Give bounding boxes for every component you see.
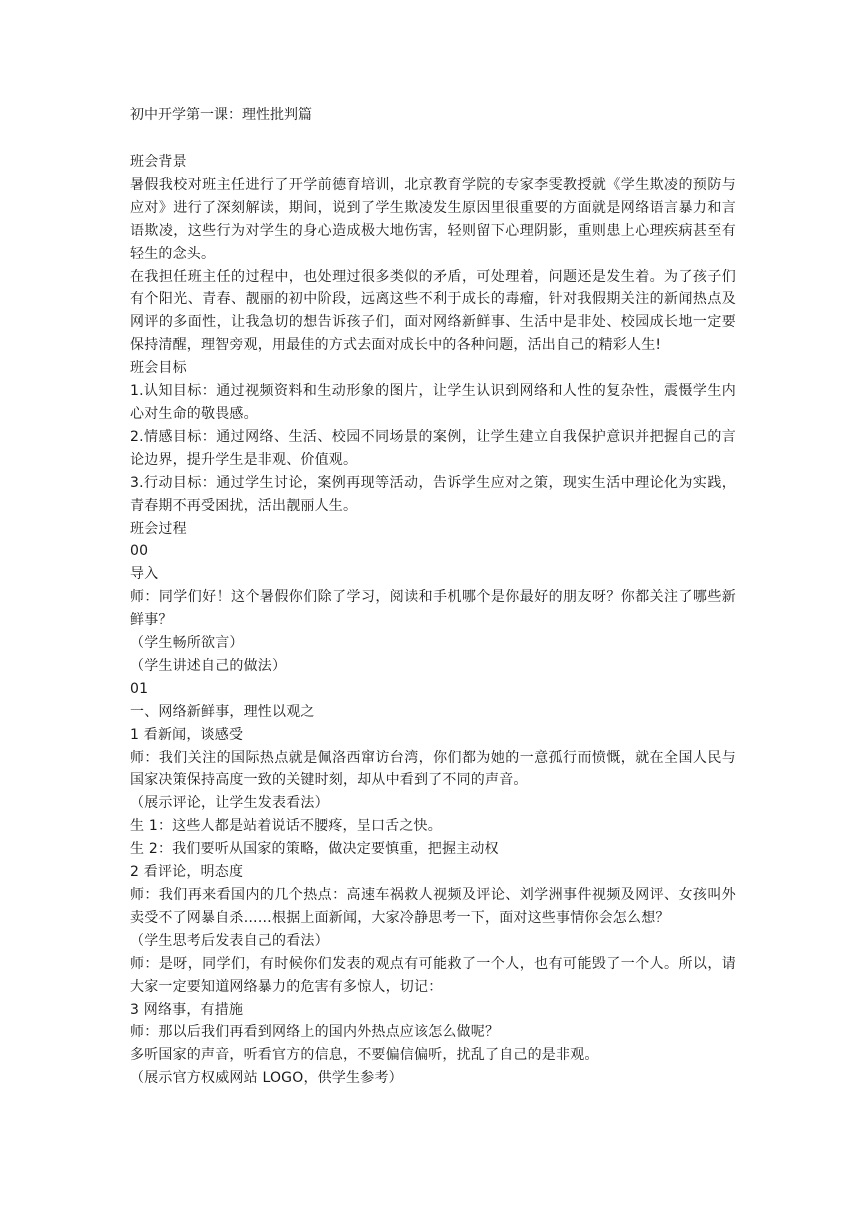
teacher-line-question: 师：那以后我们再看到网络上的国内外热点应该怎么做呢？	[130, 1024, 500, 1041]
advice-line: 多听国家的声音，听看官方的信息，不要偏信偏听，扰乱了自己的是非观。	[130, 1047, 599, 1064]
student-note-1: （学生畅所欲言）	[130, 635, 244, 652]
note-show-comments: （展示评论，让学生发表看法）	[130, 795, 329, 812]
step-heading-intro: 导入	[130, 566, 159, 583]
teacher-line-hotspots: 师：我们再来看国内的几个热点：高速车祸救人视频及评论、刘学洲事件视频及网评、女孩叫外卖受不了网暴自杀……根据上面新闻，大家冷静思考一下，面对这些事情你会怎么想？	[130, 887, 736, 926]
subheading-comments: 2 看评论，明态度	[130, 864, 244, 881]
teacher-line-violence: 师：是呀，同学们，有时候你们发表的观点有可能救了一个人，也有可能毁了一个人。所以，请大家一定要知道网络暴力的危害有多惊人，切记：	[130, 955, 736, 995]
student-line-2: 生 2：我们要听从国家的策略，做决定要慎重，把握主动权	[130, 841, 499, 858]
teacher-line-news: 师：我们关注的国际热点就是佩洛西窜访台湾，你们都为她的一意孤行而愤慨，就在全国人民与国家决策保持高度一致的关键时刻，却从中看到了不同的声音。	[130, 749, 736, 789]
document-page	[130, 104, 736, 1090]
goal-action: 3.行动目标：通过学生讨论，案例再现等活动，告诉学生应对之策，现实生活中理论化为实践，青春期不再受困扰，活出靓丽人生。	[130, 474, 736, 514]
goal-cognitive: 1.认知目标：通过视频资料和生动形象的图片，让学生认识到网络和人性的复杂性，震慑学生内心对生命的敬畏感。	[130, 383, 736, 422]
paragraph-background-1: 暑假我校对班主任进行了开学前德育培训，北京教育学院的专家李雯教授就《学生欺凌的预防与应对》进行了深刻解读，期间，说到了学生欺凌发生原因里很重要的方面就是网络语言暴力和言语欺凌，这些行为对学生的身心造成极大地伤害，轻则留下心理阴影，重则患上心理疾病甚至有轻生的念头。	[130, 176, 736, 262]
document-title: 初中开学第一课：理性批判篇	[130, 107, 312, 123]
title-spacer	[130, 126, 736, 151]
student-line-1: 生 1：这些人都是站着说话不腰疼，呈口舌之快。	[130, 818, 442, 835]
teacher-line-intro: 师：同学们好！这个暑假你们除了学习，阅读和手机哪个是你最好的朋友呀？你都关注了哪些新鲜事？	[130, 589, 736, 629]
subheading-measures: 3 网络事，有措施	[130, 1001, 244, 1018]
goal-emotional: 2.情感目标：通过网络、生活、校园不同场景的案例，让学生建立自我保护意识并把握自己的言论边界，提升学生是非观、价值观。	[130, 428, 736, 468]
subheading-news: 1 看新闻，谈感受	[130, 726, 244, 743]
section-heading-process: 班会过程	[130, 520, 187, 537]
paragraph-background-2: 在我担任班主任的过程中，也处理过很多类似的矛盾，可处理着，问题还是发生着。为了孩子们有个阳光、青春、靓丽的初中阶段，远离这些不利于成长的毒瘤，针对我假期关注的新闻热点及网评的多面性，让我急切的想告诉孩子们，面对网络新鲜事、生活中是非处、校园成长地一定要保持清醒，理智旁观，用最佳的方式去面对成长中的各种问题，活出自己的精彩人生!	[130, 268, 736, 354]
step-number-01: 01	[130, 680, 149, 697]
section-heading-background: 班会背景	[130, 154, 187, 170]
part-heading-1: 一、网络新鲜事，理性以观之	[130, 703, 315, 720]
student-note-2: （学生讲述自己的做法）	[130, 657, 287, 674]
note-show-logo: （展示官方权威网站 LOGO，供学生参考）	[130, 1070, 403, 1087]
section-heading-goals: 班会目标	[130, 360, 187, 377]
note-student-think: （学生思考后发表自己的看法）	[130, 932, 329, 949]
step-number-00: 00	[130, 543, 149, 560]
